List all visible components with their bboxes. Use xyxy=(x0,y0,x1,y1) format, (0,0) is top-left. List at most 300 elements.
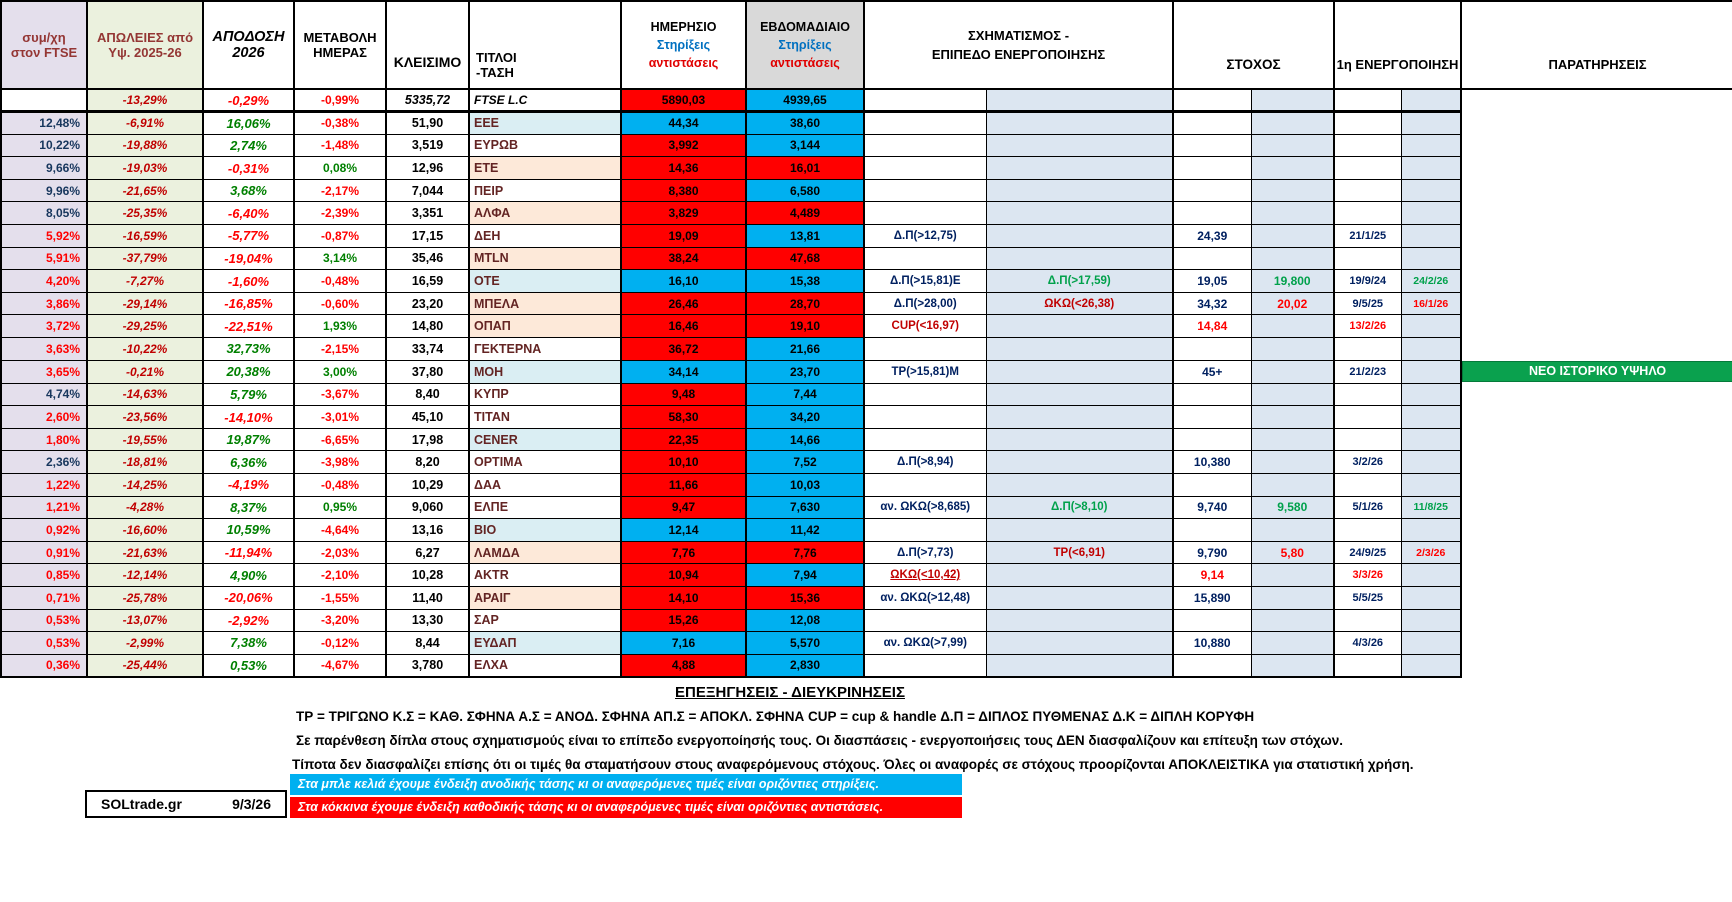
cell-day-change[interactable]: 0,08% xyxy=(294,157,386,180)
cell-activation-2[interactable]: 2/3/26 xyxy=(1401,541,1461,564)
cell-formation-1[interactable] xyxy=(864,179,986,202)
cell-formation-1[interactable] xyxy=(864,383,986,406)
cell-formation-2[interactable] xyxy=(986,225,1173,248)
cell-notes[interactable] xyxy=(1461,338,1732,361)
cell-daily-level[interactable]: 5890,03 xyxy=(621,89,746,112)
cell-target-2[interactable] xyxy=(1251,112,1334,135)
cell-activation-2[interactable] xyxy=(1401,654,1461,677)
cell-day-change[interactable]: 3,14% xyxy=(294,247,386,270)
cell-activation-1[interactable]: 9/5/25 xyxy=(1334,292,1401,315)
cell-return-2026[interactable]: -16,85% xyxy=(203,292,294,315)
cell-notes[interactable] xyxy=(1461,225,1732,248)
cell-formation-2[interactable] xyxy=(986,89,1173,112)
cell-weekly-level[interactable]: 28,70 xyxy=(746,292,864,315)
cell-loss-from-high[interactable]: -2,99% xyxy=(87,632,203,655)
cell-notes[interactable] xyxy=(1461,496,1732,519)
cell-notes[interactable] xyxy=(1461,632,1732,655)
cell-weekly-level[interactable]: 7,52 xyxy=(746,451,864,474)
cell-weekly-level[interactable]: 4939,65 xyxy=(746,89,864,112)
cell-ftse-weight[interactable]: 0,53% xyxy=(1,609,87,632)
cell-return-2026[interactable]: 20,38% xyxy=(203,360,294,383)
cell-formation-2[interactable] xyxy=(986,654,1173,677)
cell-ticker[interactable]: CENER xyxy=(469,428,621,451)
cell-return-2026[interactable]: -22,51% xyxy=(203,315,294,338)
cell-loss-from-high[interactable]: -12,14% xyxy=(87,564,203,587)
cell-weekly-level[interactable]: 21,66 xyxy=(746,338,864,361)
cell-weekly-level[interactable]: 7,94 xyxy=(746,564,864,587)
cell-ftse-weight[interactable]: 5,91% xyxy=(1,247,87,270)
cell-return-2026[interactable]: 8,37% xyxy=(203,496,294,519)
cell-ftse-weight[interactable]: 3,63% xyxy=(1,338,87,361)
cell-target-2[interactable]: 5,80 xyxy=(1251,541,1334,564)
cell-daily-level[interactable]: 3,992 xyxy=(621,134,746,157)
cell-activation-1[interactable] xyxy=(1334,383,1401,406)
header-notes[interactable]: ΠΑΡΑΤΗΡΗΣΕΙΣ xyxy=(1461,1,1732,89)
cell-daily-level[interactable]: 3,829 xyxy=(621,202,746,225)
cell-close[interactable]: 5335,72 xyxy=(386,89,469,112)
cell-ftse-weight[interactable]: 9,66% xyxy=(1,157,87,180)
cell-ticker[interactable]: ΠΕΙΡ xyxy=(469,179,621,202)
cell-target-2[interactable]: 19,800 xyxy=(1251,270,1334,293)
cell-close[interactable]: 17,15 xyxy=(386,225,469,248)
cell-activation-2[interactable] xyxy=(1401,225,1461,248)
cell-day-change[interactable]: -3,01% xyxy=(294,406,386,429)
cell-return-2026[interactable]: 10,59% xyxy=(203,519,294,542)
cell-ticker[interactable]: ΣΑΡ xyxy=(469,609,621,632)
cell-ftse-weight[interactable]: 9,96% xyxy=(1,179,87,202)
cell-ftse-weight[interactable]: 1,22% xyxy=(1,474,87,497)
cell-day-change[interactable]: -2,39% xyxy=(294,202,386,225)
cell-return-2026[interactable]: 3,68% xyxy=(203,179,294,202)
cell-day-change[interactable]: -0,60% xyxy=(294,292,386,315)
cell-formation-1[interactable]: αν. ΩΚΩ(>8,685) xyxy=(864,496,986,519)
cell-weekly-level[interactable]: 47,68 xyxy=(746,247,864,270)
cell-ftse-weight[interactable]: 0,36% xyxy=(1,654,87,677)
cell-ticker[interactable]: ΚΥΠΡ xyxy=(469,383,621,406)
cell-formation-1[interactable] xyxy=(864,654,986,677)
cell-formation-2[interactable] xyxy=(986,519,1173,542)
cell-weekly-level[interactable]: 7,44 xyxy=(746,383,864,406)
cell-target-1[interactable]: 45+ xyxy=(1173,360,1251,383)
cell-formation-1[interactable] xyxy=(864,202,986,225)
cell-notes[interactable] xyxy=(1461,134,1732,157)
cell-formation-1[interactable] xyxy=(864,406,986,429)
cell-notes[interactable] xyxy=(1461,89,1732,112)
cell-daily-level[interactable]: 12,14 xyxy=(621,519,746,542)
cell-activation-1[interactable] xyxy=(1334,428,1401,451)
cell-target-1[interactable] xyxy=(1173,89,1251,112)
cell-weekly-level[interactable]: 38,60 xyxy=(746,112,864,135)
cell-loss-from-high[interactable]: -25,78% xyxy=(87,586,203,609)
cell-daily-level[interactable]: 36,72 xyxy=(621,338,746,361)
cell-activation-1[interactable] xyxy=(1334,89,1401,112)
cell-ticker[interactable]: ΑΛΦΑ xyxy=(469,202,621,225)
cell-target-1[interactable] xyxy=(1173,654,1251,677)
cell-day-change[interactable]: -0,87% xyxy=(294,225,386,248)
cell-target-2[interactable] xyxy=(1251,89,1334,112)
cell-formation-2[interactable] xyxy=(986,586,1173,609)
cell-activation-2[interactable] xyxy=(1401,632,1461,655)
cell-daily-level[interactable]: 58,30 xyxy=(621,406,746,429)
cell-day-change[interactable]: -2,15% xyxy=(294,338,386,361)
cell-activation-2[interactable] xyxy=(1401,519,1461,542)
header-day-change[interactable]: ΜΕΤΑΒΟΛΗ ΗΜΕΡΑΣ xyxy=(294,1,386,89)
cell-weekly-level[interactable]: 13,81 xyxy=(746,225,864,248)
cell-formation-2[interactable] xyxy=(986,134,1173,157)
cell-close[interactable]: 3,519 xyxy=(386,134,469,157)
cell-formation-1[interactable]: Δ.Π(>15,81)Ε xyxy=(864,270,986,293)
cell-formation-2[interactable] xyxy=(986,157,1173,180)
cell-weekly-level[interactable]: 16,01 xyxy=(746,157,864,180)
cell-daily-level[interactable]: 34,14 xyxy=(621,360,746,383)
cell-activation-2[interactable] xyxy=(1401,89,1461,112)
cell-notes[interactable] xyxy=(1461,654,1732,677)
cell-activation-1[interactable] xyxy=(1334,112,1401,135)
cell-ftse-weight[interactable]: 2,60% xyxy=(1,406,87,429)
cell-day-change[interactable]: -0,99% xyxy=(294,89,386,112)
cell-formation-1[interactable] xyxy=(864,474,986,497)
cell-activation-2[interactable] xyxy=(1401,112,1461,135)
cell-target-1[interactable]: 10,880 xyxy=(1173,632,1251,655)
cell-activation-2[interactable] xyxy=(1401,247,1461,270)
cell-target-1[interactable] xyxy=(1173,406,1251,429)
cell-activation-1[interactable]: 5/1/26 xyxy=(1334,496,1401,519)
cell-notes[interactable] xyxy=(1461,202,1732,225)
cell-formation-1[interactable]: αν. ΩΚΩ(>7,99) xyxy=(864,632,986,655)
cell-activation-2[interactable] xyxy=(1401,134,1461,157)
cell-activation-2[interactable] xyxy=(1401,474,1461,497)
cell-close[interactable]: 45,10 xyxy=(386,406,469,429)
cell-activation-2[interactable] xyxy=(1401,315,1461,338)
cell-formation-2[interactable] xyxy=(986,383,1173,406)
cell-formation-1[interactable] xyxy=(864,134,986,157)
cell-return-2026[interactable]: 4,90% xyxy=(203,564,294,587)
cell-formation-1[interactable]: ΤΡ(>15,81)Μ xyxy=(864,360,986,383)
cell-activation-2[interactable] xyxy=(1401,383,1461,406)
cell-target-1[interactable] xyxy=(1173,247,1251,270)
cell-daily-level[interactable]: 9,47 xyxy=(621,496,746,519)
cell-close[interactable]: 23,20 xyxy=(386,292,469,315)
cell-daily-level[interactable]: 44,34 xyxy=(621,112,746,135)
cell-formation-1[interactable] xyxy=(864,609,986,632)
cell-ticker[interactable]: AKTR xyxy=(469,564,621,587)
cell-day-change[interactable]: -4,64% xyxy=(294,519,386,542)
cell-activation-2[interactable] xyxy=(1401,360,1461,383)
cell-target-1[interactable] xyxy=(1173,112,1251,135)
cell-ftse-weight[interactable]: 1,21% xyxy=(1,496,87,519)
cell-activation-1[interactable] xyxy=(1334,157,1401,180)
cell-daily-level[interactable]: 15,26 xyxy=(621,609,746,632)
cell-notes[interactable] xyxy=(1461,586,1732,609)
cell-day-change[interactable]: -2,10% xyxy=(294,564,386,587)
cell-ftse-weight[interactable]: 0,92% xyxy=(1,519,87,542)
cell-formation-1[interactable] xyxy=(864,428,986,451)
cell-close[interactable]: 8,20 xyxy=(386,451,469,474)
cell-daily-level[interactable]: 10,94 xyxy=(621,564,746,587)
cell-formation-1[interactable] xyxy=(864,157,986,180)
cell-ticker[interactable]: ΕΥΔΑΠ xyxy=(469,632,621,655)
cell-return-2026[interactable]: -19,04% xyxy=(203,247,294,270)
cell-ticker[interactable]: FTSE L.C xyxy=(469,89,621,112)
cell-notes[interactable] xyxy=(1461,474,1732,497)
cell-activation-2[interactable] xyxy=(1401,338,1461,361)
cell-close[interactable]: 14,80 xyxy=(386,315,469,338)
cell-ticker[interactable]: ΒΙΟ xyxy=(469,519,621,542)
cell-formation-2[interactable] xyxy=(986,451,1173,474)
cell-target-2[interactable] xyxy=(1251,134,1334,157)
cell-formation-2[interactable] xyxy=(986,474,1173,497)
cell-day-change[interactable]: -3,67% xyxy=(294,383,386,406)
cell-loss-from-high[interactable]: -29,25% xyxy=(87,315,203,338)
cell-day-change[interactable]: -6,65% xyxy=(294,428,386,451)
cell-daily-level[interactable]: 22,35 xyxy=(621,428,746,451)
cell-activation-2[interactable]: 11/8/25 xyxy=(1401,496,1461,519)
cell-ftse-weight[interactable]: 3,65% xyxy=(1,360,87,383)
cell-activation-2[interactable] xyxy=(1401,157,1461,180)
cell-notes[interactable] xyxy=(1461,270,1732,293)
cell-ticker[interactable]: ΛΑΜΔΑ xyxy=(469,541,621,564)
cell-ticker[interactable]: ΔΑΑ xyxy=(469,474,621,497)
cell-day-change[interactable]: -1,48% xyxy=(294,134,386,157)
cell-loss-from-high[interactable]: -19,88% xyxy=(87,134,203,157)
header-ftse-weight[interactable]: συμ/χη στον FTSE xyxy=(1,1,87,89)
cell-return-2026[interactable]: -1,60% xyxy=(203,270,294,293)
cell-notes[interactable] xyxy=(1461,360,1732,383)
cell-notes[interactable] xyxy=(1461,564,1732,587)
cell-return-2026[interactable]: -2,92% xyxy=(203,609,294,632)
cell-ticker[interactable]: MTLN xyxy=(469,247,621,270)
cell-weekly-level[interactable]: 15,38 xyxy=(746,270,864,293)
cell-weekly-level[interactable]: 34,20 xyxy=(746,406,864,429)
cell-activation-1[interactable] xyxy=(1334,134,1401,157)
cell-close[interactable]: 13,30 xyxy=(386,609,469,632)
cell-activation-1[interactable] xyxy=(1334,338,1401,361)
cell-target-2[interactable] xyxy=(1251,632,1334,655)
cell-daily-level[interactable]: 10,10 xyxy=(621,451,746,474)
cell-notes[interactable] xyxy=(1461,451,1732,474)
cell-ftse-weight[interactable]: 3,86% xyxy=(1,292,87,315)
cell-ticker[interactable]: ΕΛΧΑ xyxy=(469,654,621,677)
cell-activation-1[interactable] xyxy=(1334,406,1401,429)
cell-ticker[interactable]: ΜΟΗ xyxy=(469,360,621,383)
cell-target-1[interactable]: 10,380 xyxy=(1173,451,1251,474)
cell-close[interactable]: 8,40 xyxy=(386,383,469,406)
header-daily-levels[interactable]: ΗΜΕΡΗΣΙΟ Στηρίξεις αντιστάσεις xyxy=(621,1,746,89)
cell-return-2026[interactable]: 0,53% xyxy=(203,654,294,677)
cell-target-2[interactable] xyxy=(1251,586,1334,609)
cell-target-2[interactable] xyxy=(1251,157,1334,180)
cell-close[interactable]: 33,74 xyxy=(386,338,469,361)
cell-activation-1[interactable]: 3/3/26 xyxy=(1334,564,1401,587)
cell-activation-1[interactable]: 19/9/24 xyxy=(1334,270,1401,293)
cell-close[interactable]: 37,80 xyxy=(386,360,469,383)
cell-loss-from-high[interactable]: -13,07% xyxy=(87,609,203,632)
cell-loss-from-high[interactable]: -29,14% xyxy=(87,292,203,315)
cell-loss-from-high[interactable]: -7,27% xyxy=(87,270,203,293)
cell-ftse-weight[interactable]: 0,85% xyxy=(1,564,87,587)
cell-formation-2[interactable] xyxy=(986,179,1173,202)
cell-close[interactable]: 3,780 xyxy=(386,654,469,677)
cell-formation-1[interactable]: ΩΚΩ(<10,42) xyxy=(864,564,986,587)
cell-ticker[interactable]: ΤΙΤΑΝ xyxy=(469,406,621,429)
cell-target-1[interactable]: 9,14 xyxy=(1173,564,1251,587)
cell-ticker[interactable]: OPTIMA xyxy=(469,451,621,474)
cell-activation-2[interactable]: 16/1/26 xyxy=(1401,292,1461,315)
cell-return-2026[interactable]: -0,29% xyxy=(203,89,294,112)
cell-formation-2[interactable]: Δ.Π(>8,10) xyxy=(986,496,1173,519)
cell-loss-from-high[interactable]: -4,28% xyxy=(87,496,203,519)
cell-daily-level[interactable]: 14,36 xyxy=(621,157,746,180)
cell-return-2026[interactable]: 16,06% xyxy=(203,112,294,135)
cell-day-change[interactable]: 1,93% xyxy=(294,315,386,338)
header-close[interactable]: ΚΛΕΙΣΙΜΟ xyxy=(386,1,469,89)
cell-notes[interactable] xyxy=(1461,292,1732,315)
cell-notes[interactable] xyxy=(1461,157,1732,180)
cell-daily-level[interactable]: 7,16 xyxy=(621,632,746,655)
header-target[interactable]: ΣΤΟΧΟΣ xyxy=(1173,1,1334,89)
cell-weekly-level[interactable]: 6,580 xyxy=(746,179,864,202)
cell-formation-2[interactable]: Δ.Π(>17,59) xyxy=(986,270,1173,293)
cell-activation-2[interactable] xyxy=(1401,451,1461,474)
cell-formation-2[interactable]: ΤΡ(<6,91) xyxy=(986,541,1173,564)
cell-target-1[interactable] xyxy=(1173,609,1251,632)
cell-ftse-weight[interactable]: 0,71% xyxy=(1,586,87,609)
cell-day-change[interactable]: -4,67% xyxy=(294,654,386,677)
header-return-2026[interactable]: ΑΠΟΔΟΣΗ 2026 xyxy=(203,1,294,89)
cell-target-1[interactable]: 19,05 xyxy=(1173,270,1251,293)
cell-activation-2[interactable] xyxy=(1401,609,1461,632)
cell-close[interactable]: 16,59 xyxy=(386,270,469,293)
cell-target-2[interactable] xyxy=(1251,338,1334,361)
cell-loss-from-high[interactable]: -14,63% xyxy=(87,383,203,406)
cell-formation-2[interactable] xyxy=(986,112,1173,135)
cell-ftse-weight[interactable]: 12,48% xyxy=(1,112,87,135)
header-first-activation[interactable]: 1η ΕΝΕΡΓΟΠΟΙΗΣΗ xyxy=(1334,1,1461,89)
cell-return-2026[interactable]: -14,10% xyxy=(203,406,294,429)
cell-activation-1[interactable] xyxy=(1334,202,1401,225)
cell-loss-from-high[interactable]: -18,81% xyxy=(87,451,203,474)
cell-day-change[interactable]: -2,03% xyxy=(294,541,386,564)
cell-return-2026[interactable]: -0,31% xyxy=(203,157,294,180)
cell-notes[interactable] xyxy=(1461,541,1732,564)
cell-close[interactable]: 11,40 xyxy=(386,586,469,609)
cell-target-1[interactable] xyxy=(1173,202,1251,225)
cell-ticker[interactable]: ΑΡΑΙΓ xyxy=(469,586,621,609)
cell-formation-1[interactable] xyxy=(864,519,986,542)
cell-target-2[interactable] xyxy=(1251,383,1334,406)
cell-ticker[interactable]: ΟΤΕ xyxy=(469,270,621,293)
cell-ticker[interactable]: EEE xyxy=(469,112,621,135)
header-loss-from-high[interactable]: ΑΠΩΛΕΙΕΣ από Υψ. 2025-26 xyxy=(87,1,203,89)
cell-formation-2[interactable] xyxy=(986,315,1173,338)
cell-weekly-level[interactable]: 11,42 xyxy=(746,519,864,542)
cell-ftse-weight[interactable]: 0,91% xyxy=(1,541,87,564)
cell-return-2026[interactable]: -5,77% xyxy=(203,225,294,248)
cell-loss-from-high[interactable]: -21,63% xyxy=(87,541,203,564)
cell-target-1[interactable]: 34,32 xyxy=(1173,292,1251,315)
cell-daily-level[interactable]: 7,76 xyxy=(621,541,746,564)
cell-target-2[interactable] xyxy=(1251,609,1334,632)
cell-daily-level[interactable]: 11,66 xyxy=(621,474,746,497)
cell-target-1[interactable]: 15,890 xyxy=(1173,586,1251,609)
cell-activation-1[interactable] xyxy=(1334,179,1401,202)
cell-activation-2[interactable]: 24/2/26 xyxy=(1401,270,1461,293)
header-weekly-levels[interactable]: ΕΒΔΟΜΑΔΙΑΙΟ Στηρίξεις αντιστάσεις xyxy=(746,1,864,89)
cell-target-2[interactable] xyxy=(1251,564,1334,587)
cell-notes[interactable] xyxy=(1461,383,1732,406)
cell-target-2[interactable] xyxy=(1251,202,1334,225)
cell-ticker[interactable]: ΔΕΗ xyxy=(469,225,621,248)
cell-loss-from-high[interactable]: -23,56% xyxy=(87,406,203,429)
cell-notes[interactable] xyxy=(1461,247,1732,270)
cell-target-2[interactable] xyxy=(1251,179,1334,202)
cell-daily-level[interactable]: 9,48 xyxy=(621,383,746,406)
cell-target-2[interactable] xyxy=(1251,406,1334,429)
cell-formation-1[interactable] xyxy=(864,338,986,361)
cell-target-2[interactable] xyxy=(1251,225,1334,248)
cell-loss-from-high[interactable]: -19,03% xyxy=(87,157,203,180)
cell-day-change[interactable]: -2,17% xyxy=(294,179,386,202)
cell-daily-level[interactable]: 38,24 xyxy=(621,247,746,270)
cell-daily-level[interactable]: 16,10 xyxy=(621,270,746,293)
cell-daily-level[interactable]: 19,09 xyxy=(621,225,746,248)
cell-formation-1[interactable]: CUP(<16,97) xyxy=(864,315,986,338)
cell-target-1[interactable]: 14,84 xyxy=(1173,315,1251,338)
cell-activation-1[interactable]: 24/9/25 xyxy=(1334,541,1401,564)
cell-return-2026[interactable]: -20,06% xyxy=(203,586,294,609)
cell-formation-1[interactable] xyxy=(864,247,986,270)
cell-ticker[interactable]: ΕΥΡΩΒ xyxy=(469,134,621,157)
cell-target-2[interactable]: 20,02 xyxy=(1251,292,1334,315)
cell-close[interactable]: 12,96 xyxy=(386,157,469,180)
cell-return-2026[interactable]: -6,40% xyxy=(203,202,294,225)
cell-day-change[interactable]: 0,95% xyxy=(294,496,386,519)
cell-day-change[interactable]: -0,38% xyxy=(294,112,386,135)
cell-day-change[interactable]: -0,48% xyxy=(294,270,386,293)
cell-loss-from-high[interactable]: -16,60% xyxy=(87,519,203,542)
cell-target-2[interactable]: 9,580 xyxy=(1251,496,1334,519)
header-formation[interactable]: ΣΧΗΜΑΤΙΣΜΟΣ - ΕΠΙΠΕΔΟ ΕΝΕΡΓΟΠΟΙΗΣΗΣ xyxy=(864,1,1173,89)
cell-loss-from-high[interactable]: -13,29% xyxy=(87,89,203,112)
cell-ticker[interactable]: ΓΕΚΤΕΡΝΑ xyxy=(469,338,621,361)
cell-close[interactable]: 13,16 xyxy=(386,519,469,542)
cell-target-1[interactable] xyxy=(1173,338,1251,361)
cell-activation-1[interactable]: 21/2/23 xyxy=(1334,360,1401,383)
cell-ftse-weight[interactable]: 2,36% xyxy=(1,451,87,474)
cell-activation-1[interactable] xyxy=(1334,519,1401,542)
cell-target-2[interactable] xyxy=(1251,428,1334,451)
cell-notes[interactable] xyxy=(1461,406,1732,429)
cell-loss-from-high[interactable]: -0,21% xyxy=(87,360,203,383)
cell-activation-2[interactable] xyxy=(1401,564,1461,587)
cell-target-1[interactable] xyxy=(1173,179,1251,202)
cell-loss-from-high[interactable]: -25,35% xyxy=(87,202,203,225)
cell-formation-1[interactable] xyxy=(864,112,986,135)
cell-return-2026[interactable]: -4,19% xyxy=(203,474,294,497)
cell-daily-level[interactable]: 16,46 xyxy=(621,315,746,338)
cell-close[interactable]: 6,27 xyxy=(386,541,469,564)
cell-weekly-level[interactable]: 7,76 xyxy=(746,541,864,564)
cell-activation-1[interactable]: 13/2/26 xyxy=(1334,315,1401,338)
cell-target-2[interactable] xyxy=(1251,474,1334,497)
cell-loss-from-high[interactable]: -25,44% xyxy=(87,654,203,677)
cell-formation-2[interactable] xyxy=(986,360,1173,383)
cell-target-1[interactable] xyxy=(1173,474,1251,497)
cell-daily-level[interactable]: 14,10 xyxy=(621,586,746,609)
cell-target-2[interactable] xyxy=(1251,654,1334,677)
cell-notes[interactable] xyxy=(1461,315,1732,338)
cell-day-change[interactable]: -1,55% xyxy=(294,586,386,609)
